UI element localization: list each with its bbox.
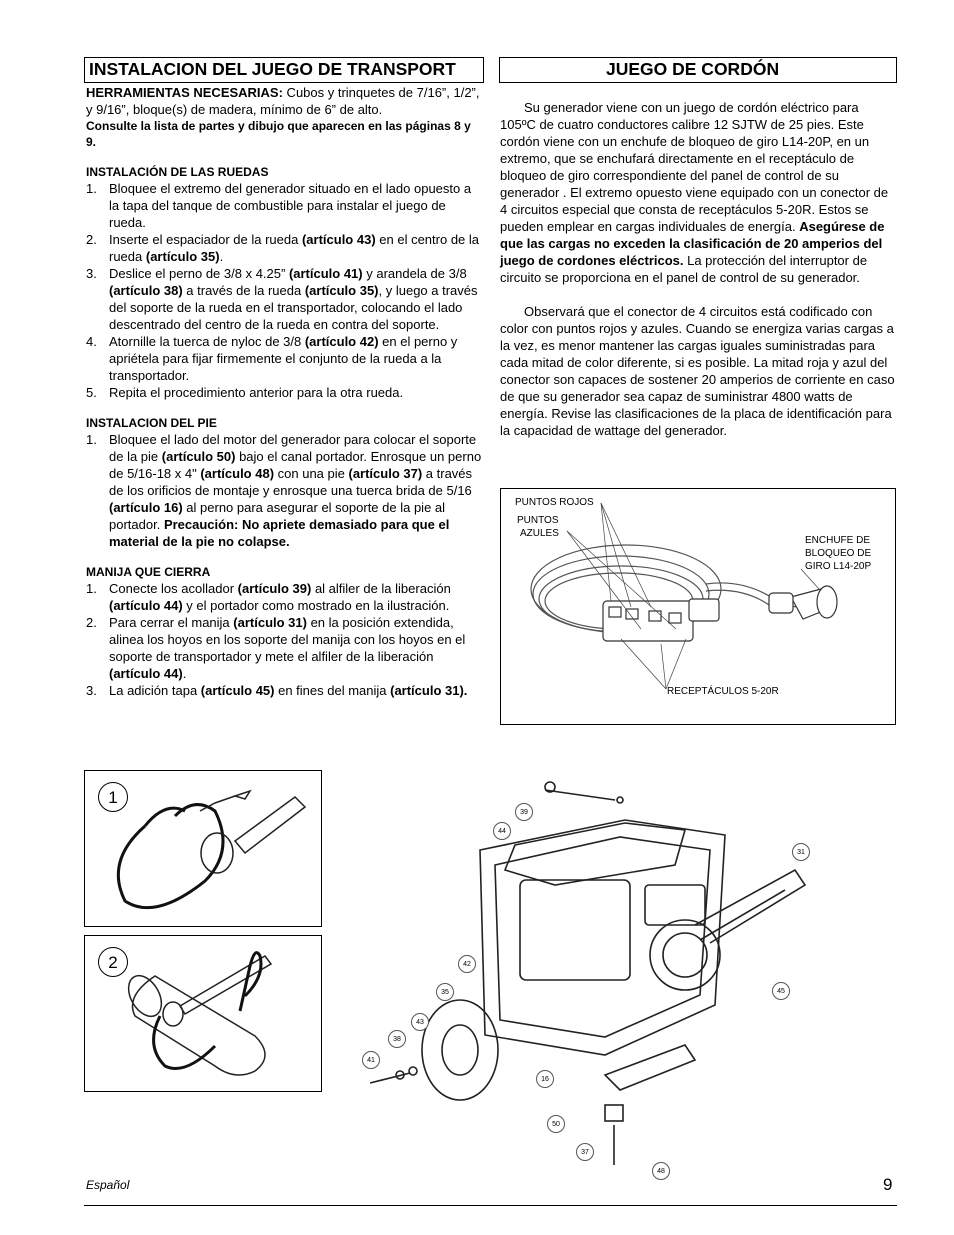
- step-item: [86, 682, 482, 699]
- text-run: Inserte el espaciador de la rueda: [109, 232, 302, 247]
- subsection-heading: INSTALACIÓN DE LAS RUEDAS: [86, 165, 269, 179]
- bold-text: (artículo 35): [304, 283, 379, 298]
- footer-rule: [84, 1205, 897, 1206]
- install-sections: [86, 164, 482, 699]
- step-number: 3.: [86, 683, 97, 698]
- text-run: con una pie: [274, 466, 349, 481]
- lanyard-drawing-2: [85, 936, 320, 1090]
- text-run: a través de la rueda: [182, 283, 305, 298]
- step-number: 1.: [86, 432, 97, 447]
- text-run: La adición tapa: [109, 683, 201, 698]
- text-run: en el perno y apriétela para fijar firmemente el conjunto de la rueda a la transportador.: [109, 334, 458, 383]
- label-plug-1: ENCHUFE DE: [805, 535, 871, 546]
- text-run: Bloquee el extremo del generador situado en el lado opuesto a la tapa del tanque de combustible para instalar el juego de rueda.: [109, 181, 472, 230]
- steps-list: [86, 180, 482, 401]
- text-run: La protección del interruptor de circuito se proporciona en el panel de control de su generador.: [500, 253, 868, 285]
- bold-text: (artículo 31): [233, 615, 307, 630]
- part-callout: 43: [411, 1013, 429, 1031]
- part-callout: 44: [493, 822, 511, 840]
- label-blue-dots-2: AZULES: [520, 528, 559, 539]
- cord-paragraph-1: [500, 99, 896, 286]
- step-number: 2.: [86, 615, 97, 630]
- step-item: [86, 333, 482, 384]
- part-callout: 16: [536, 1070, 554, 1088]
- text-run: bajo el canal portador. Enrosque un perno de 5/16-18 x 4": [109, 449, 482, 481]
- text-run: en el centro de la rueda: [109, 232, 480, 264]
- label-red-dots: PUNTOS ROJOS: [515, 497, 594, 508]
- text-run: .: [219, 249, 224, 264]
- subsection-heading: INSTALACION DEL PIE: [86, 416, 217, 430]
- label-plug-3: GIRO L14-20P: [805, 561, 872, 572]
- step-item: [86, 431, 482, 550]
- text-run: Conecte los acollador: [109, 581, 238, 596]
- section-title-transport: INSTALACION DEL JUEGO DE TRANSPORT: [84, 57, 484, 83]
- bold-text: (artículo 16): [109, 500, 183, 515]
- part-callout: 37: [576, 1143, 594, 1161]
- text-run: al perno para asegurar el soporte de la pie al portador.: [109, 500, 446, 532]
- exploded-parts-diagram: [355, 775, 815, 1175]
- bold-text: Asegúrese de que las cargas no exceden la clasificación de 20 amperios del juego de cordones eléctricos.: [500, 219, 885, 268]
- text-run: Deslice el perno de 3/8 x 4.25”: [109, 266, 289, 281]
- lanyard-drawing-1: [85, 771, 320, 925]
- part-callout: 45: [772, 982, 790, 1000]
- bold-text: (artículo 41): [288, 266, 363, 281]
- text-run: Para cerrar el manija: [109, 615, 234, 630]
- cord-figure: [500, 488, 896, 725]
- step-item: [86, 180, 482, 231]
- text-run: Repita el procedimiento anterior para la otra rueda.: [109, 385, 404, 400]
- part-callout: 41: [362, 1051, 380, 1069]
- step-number: 1.: [86, 581, 97, 596]
- right-column: [500, 99, 896, 439]
- step-item: [86, 384, 482, 401]
- cord-paragraph-2: Observará que el conector de 4 circuitos está codificado con color con puntos rojos y azules. Cuando se energiza varias cargas a la vez, es menor mantener las cargas iguales suministradas para cada mitad de color diferente, si es posible. La mitad roja y azul del conector son capaces de sostener 20 amperios de corriente en caso de que su generador sea capaz de suministrar 4800 watts de energía. Revise las clasificaciones de la placa de identificación para la capacidad de wattage del generador.: [500, 304, 895, 438]
- text-run: y arandela de 3/8: [362, 266, 467, 281]
- step-number: 1.: [86, 181, 97, 196]
- page-number: 9: [883, 1175, 893, 1194]
- bold-text: (artículo 44): [109, 666, 183, 681]
- section-title-cord: JUEGO DE CORDÓN: [499, 57, 897, 83]
- bold-text: Precaución: No apriete demasiado para que el material de la pie no colapse.: [109, 517, 450, 549]
- text-run: Su generador viene con un juego de cordón eléctrico para 105ºC de cuatro conductores calibre 12 SJTW de 25 pies. Este cordón viene con un enchufe de bloqueo de giro L14-20P, en un extremo, que se enchufará directamente en el receptáculo de bloqueo de giro correspondiente del panel de control de su generador . El extremo opuesto viene equipado con un conector de 4 circuitos especial que consta de receptáculos 5-20R. Estos se pueden emplear en cargas individuales de energía.: [500, 100, 889, 234]
- bold-text: (artículo 39): [237, 581, 312, 596]
- label-receptacles: RECEPTÁCULOS 5-20R: [667, 686, 779, 697]
- text-run: al alfiler de la liberación: [311, 581, 451, 596]
- bold-text: (artículo 31).: [390, 683, 468, 698]
- steps-list: [86, 580, 482, 699]
- step-number: 5.: [86, 385, 97, 400]
- part-callout: 50: [547, 1115, 565, 1133]
- bold-text: (artículo 45): [200, 683, 275, 698]
- part-callout: 38: [388, 1030, 406, 1048]
- bold-text: (artículo 43): [301, 232, 376, 247]
- subsection-heading: MANIJA QUE CIERRA: [86, 565, 211, 579]
- bold-text: (artículo 35): [145, 249, 220, 264]
- step-number: 3.: [86, 266, 97, 281]
- bold-text: (artículo 38): [109, 283, 183, 298]
- step-item: [86, 580, 482, 614]
- text-run: .: [182, 666, 187, 681]
- step-item: [86, 265, 482, 333]
- footer-language: Español: [86, 1178, 130, 1192]
- text-run: , y luego a través del soporte de la rueda en el transportador, colocando el lado descentrado del centro de la rueda en contra del soporte.: [109, 283, 478, 332]
- steps-list: [86, 431, 482, 550]
- bold-text: (artículo 42): [304, 334, 379, 349]
- left-column: [86, 84, 482, 699]
- label-plug-2: BLOQUEO DE: [805, 548, 872, 559]
- step-item: [86, 231, 482, 265]
- bold-text: (artículo 50): [161, 449, 236, 464]
- generator-drawing: [355, 775, 815, 1175]
- label-blue-dots-1: PUNTOS: [517, 515, 559, 526]
- part-callout: 48: [652, 1162, 670, 1180]
- tools-label: HERRAMIENTAS NECESARIAS:: [86, 85, 283, 100]
- part-callout: 42: [458, 955, 476, 973]
- part-callout: 31: [792, 843, 810, 861]
- text-run: y el portador como mostrado en la ilustración.: [182, 598, 450, 613]
- lanyard-figure-1: [84, 770, 322, 927]
- step-item: [86, 614, 482, 682]
- tools-paragraph: [86, 84, 482, 118]
- bold-text: (artículo 37): [348, 466, 423, 481]
- lanyard-figure-2: [84, 935, 322, 1092]
- bold-text: (artículo 44): [109, 598, 183, 613]
- tools-text: Cubos y trinquetes de 7/16”, 1/2”, y 9/16”, bloque(s) de madera, mínimo de 6” de alto.: [86, 85, 480, 117]
- bold-text: (artículo 48): [200, 466, 275, 481]
- text-run: Atornille la tuerca de nyloc de 3/8: [109, 334, 305, 349]
- step-number: 2.: [86, 232, 97, 247]
- text-run: a través de los orificios de montaje y enrosque una tuerca brida de 5/16: [109, 466, 473, 498]
- consult-note: Consulte la lista de partes y dibujo que aparecen en las páginas 8 y 9.: [86, 119, 471, 149]
- part-callout: 35: [436, 983, 454, 1001]
- text-run: Bloquee el lado del motor del generador para colocar el soporte de la pie: [109, 432, 477, 464]
- text-run: en la posición extendida, alinea los hoyos en los soporte del manija con los hoyos en el soporte de transportador y mete el alfiler de la liberación: [109, 615, 466, 664]
- figure-1-number: 1: [98, 782, 128, 812]
- part-callout: 39: [515, 803, 533, 821]
- text-run: en fines del manija: [274, 683, 391, 698]
- step-number: 4.: [86, 334, 97, 349]
- figure-2-number: 2: [98, 947, 128, 977]
